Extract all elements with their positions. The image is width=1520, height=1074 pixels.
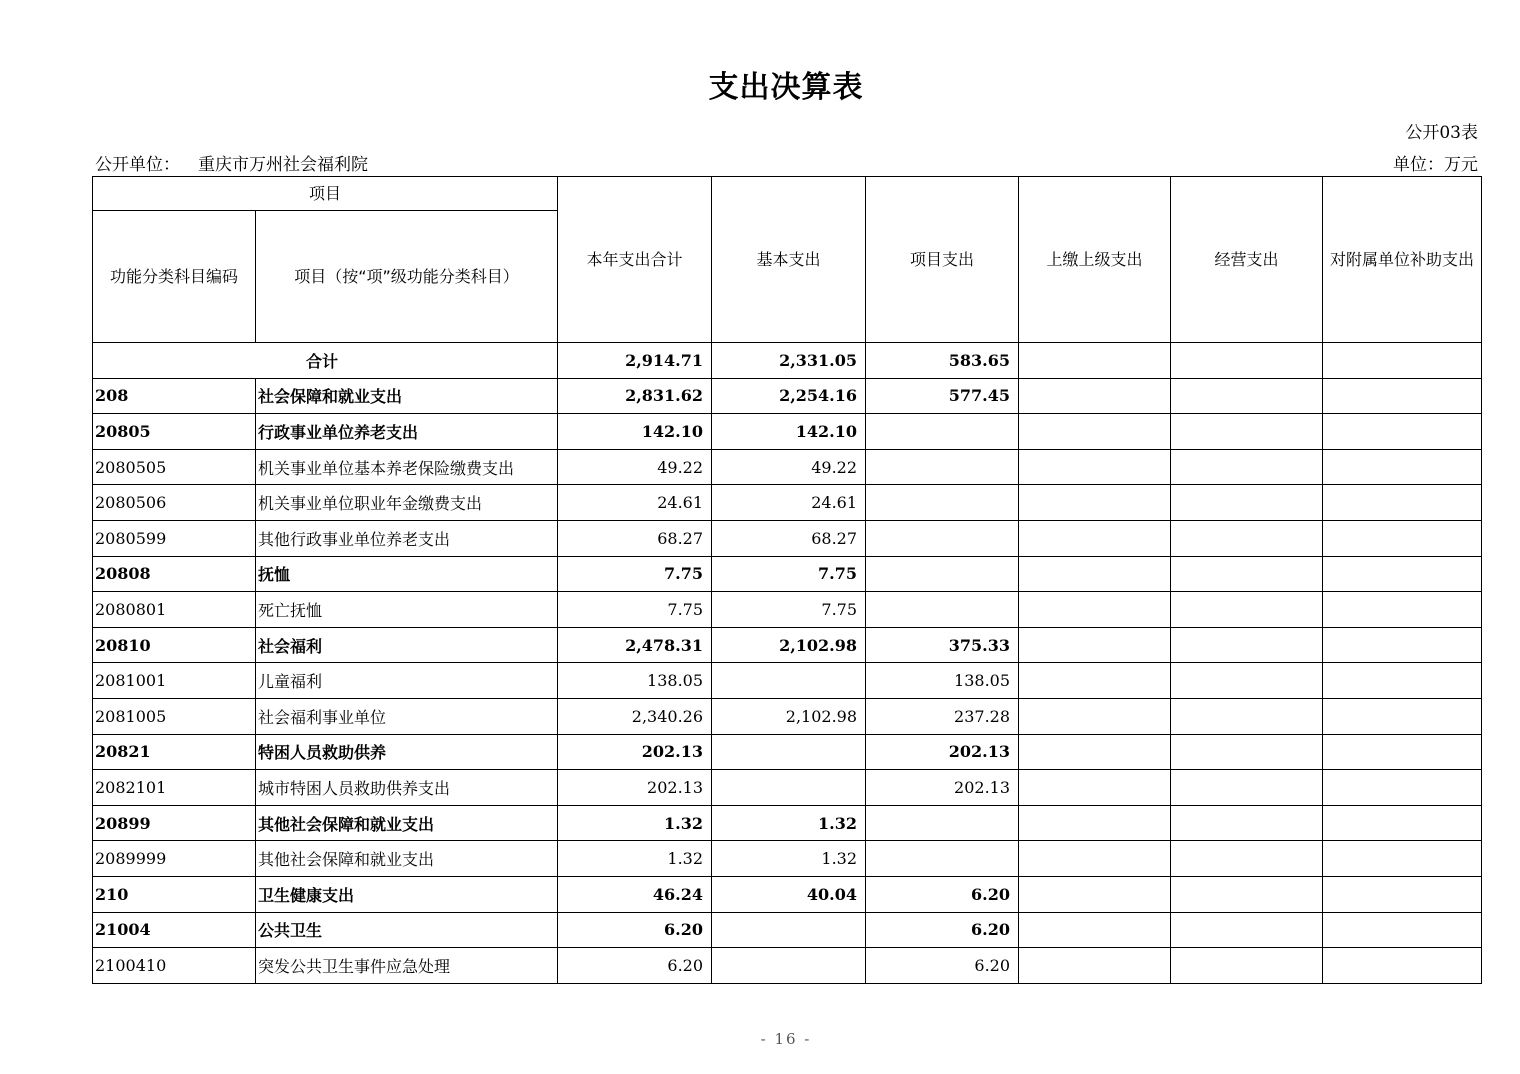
- cell-total: 46.24: [558, 876, 712, 912]
- cell-name: 其他社会保障和就业支出: [256, 841, 558, 877]
- reporting-unit: [95, 150, 368, 175]
- cell-subsidy: [1323, 592, 1482, 628]
- cell-basic: 49.22: [712, 449, 866, 485]
- cell-subsidy: [1323, 663, 1482, 699]
- cell-code: 2081005: [93, 698, 256, 734]
- cell-code: 2080505: [93, 449, 256, 485]
- cell-basic: 7.75: [712, 556, 866, 592]
- header-item: 项目: [93, 177, 558, 211]
- total-label: 合计: [93, 343, 558, 379]
- header-code: 功能分类科目编码: [93, 211, 256, 343]
- cell-total: 202.13: [558, 734, 712, 770]
- form-number: 公开03表: [1405, 123, 1478, 143]
- header-name: 项目（按“项”级功能分类科目）: [256, 211, 558, 343]
- cell-business: [1171, 485, 1323, 521]
- cell-subsidy: [1323, 841, 1482, 877]
- cell-business: [1171, 734, 1323, 770]
- cell-name: 机关事业单位职业年金缴费支出: [256, 485, 558, 521]
- cell-basic: [712, 663, 866, 699]
- cell-basic: [712, 770, 866, 806]
- cell-subsidy: [1323, 734, 1482, 770]
- total-cell-total: 2,914.71: [558, 343, 712, 379]
- cell-business: [1171, 556, 1323, 592]
- cell-business: [1171, 841, 1323, 877]
- table-row: [93, 912, 1482, 948]
- cell-basic: 40.04: [712, 876, 866, 912]
- cell-basic: 2,102.98: [712, 627, 866, 663]
- cell-business: [1171, 912, 1323, 948]
- cell-name: 儿童福利: [256, 663, 558, 699]
- table-row: [93, 592, 1482, 628]
- table-row: [93, 805, 1482, 841]
- cell-project: 6.20: [866, 912, 1019, 948]
- table-row: [93, 520, 1482, 556]
- cell-subsidy: [1323, 520, 1482, 556]
- cell-upper: [1019, 414, 1171, 450]
- cell-code: 20899: [93, 805, 256, 841]
- cell-business: [1171, 449, 1323, 485]
- cell-upper: [1019, 449, 1171, 485]
- table-row: [93, 770, 1482, 806]
- cell-total: 2,478.31: [558, 627, 712, 663]
- header-business: 经营支出: [1171, 177, 1323, 343]
- cell-name: 死亡抚恤: [256, 592, 558, 628]
- header-subsidy: 对附属单位补助支出: [1323, 177, 1482, 343]
- cell-name: 抚恤: [256, 556, 558, 592]
- table-row: [93, 948, 1482, 984]
- cell-subsidy: [1323, 627, 1482, 663]
- cell-code: 210: [93, 876, 256, 912]
- cell-subsidy: [1323, 485, 1482, 521]
- cell-code: 2081001: [93, 663, 256, 699]
- cell-total: 68.27: [558, 520, 712, 556]
- cell-name: 行政事业单位养老支出: [256, 414, 558, 450]
- cell-name: 其他行政事业单位养老支出: [256, 520, 558, 556]
- cell-name: 社会福利事业单位: [256, 698, 558, 734]
- cell-upper: [1019, 876, 1171, 912]
- cell-name: 社会福利: [256, 627, 558, 663]
- cell-upper: [1019, 698, 1171, 734]
- table-row: [93, 841, 1482, 877]
- cell-business: [1171, 592, 1323, 628]
- cell-total: 202.13: [558, 770, 712, 806]
- cell-project: 138.05: [866, 663, 1019, 699]
- table-row: [93, 378, 1482, 414]
- cell-subsidy: [1323, 912, 1482, 948]
- cell-upper: [1019, 663, 1171, 699]
- cell-basic: [712, 948, 866, 984]
- cell-code: 20808: [93, 556, 256, 592]
- cell-project: [866, 414, 1019, 450]
- cell-project: 202.13: [866, 770, 1019, 806]
- cell-name: 机关事业单位基本养老保险缴费支出: [256, 449, 558, 485]
- cell-upper: [1019, 485, 1171, 521]
- cell-subsidy: [1323, 378, 1482, 414]
- cell-total: 6.20: [558, 948, 712, 984]
- table-row: [93, 627, 1482, 663]
- cell-code: 2080599: [93, 520, 256, 556]
- cell-upper: [1019, 378, 1171, 414]
- cell-name: 特困人员救助供养: [256, 734, 558, 770]
- total-row: [93, 343, 1482, 379]
- cell-subsidy: [1323, 948, 1482, 984]
- cell-code: 21004: [93, 912, 256, 948]
- cell-total: 2,340.26: [558, 698, 712, 734]
- total-cell-project: 583.65: [866, 343, 1019, 379]
- cell-subsidy: [1323, 805, 1482, 841]
- cell-name: 城市特困人员救助供养支出: [256, 770, 558, 806]
- cell-upper: [1019, 841, 1171, 877]
- cell-total: 6.20: [558, 912, 712, 948]
- cell-total: 138.05: [558, 663, 712, 699]
- total-cell-subsidy: [1323, 343, 1482, 379]
- table-row: [93, 663, 1482, 699]
- cell-business: [1171, 805, 1323, 841]
- header-upper: 上缴上级支出: [1019, 177, 1171, 343]
- cell-basic: 1.32: [712, 805, 866, 841]
- cell-name: 其他社会保障和就业支出: [256, 805, 558, 841]
- cell-upper: [1019, 734, 1171, 770]
- cell-subsidy: [1323, 556, 1482, 592]
- cell-project: 375.33: [866, 627, 1019, 663]
- table-row: [93, 698, 1482, 734]
- cell-project: [866, 449, 1019, 485]
- cell-basic: 2,102.98: [712, 698, 866, 734]
- table-row: [93, 449, 1482, 485]
- total-cell-upper: [1019, 343, 1171, 379]
- cell-project: 202.13: [866, 734, 1019, 770]
- cell-subsidy: [1323, 770, 1482, 806]
- cell-business: [1171, 520, 1323, 556]
- table-row: [93, 485, 1482, 521]
- cell-upper: [1019, 556, 1171, 592]
- page-number: - 16 -: [760, 1030, 812, 1048]
- cell-subsidy: [1323, 698, 1482, 734]
- cell-code: 20821: [93, 734, 256, 770]
- cell-basic: 24.61: [712, 485, 866, 521]
- cell-name: 社会保障和就业支出: [256, 378, 558, 414]
- cell-business: [1171, 698, 1323, 734]
- cell-total: 7.75: [558, 592, 712, 628]
- cell-name: 突发公共卫生事件应急处理: [256, 948, 558, 984]
- cell-basic: 68.27: [712, 520, 866, 556]
- cell-upper: [1019, 805, 1171, 841]
- cell-total: 142.10: [558, 414, 712, 450]
- cell-code: 2100410: [93, 948, 256, 984]
- total-cell-business: [1171, 343, 1323, 379]
- cell-basic: 142.10: [712, 414, 866, 450]
- cell-business: [1171, 948, 1323, 984]
- cell-upper: [1019, 592, 1171, 628]
- reporting-unit-label: 公开单位：: [95, 155, 180, 175]
- cell-total: 1.32: [558, 841, 712, 877]
- cell-project: [866, 485, 1019, 521]
- cell-code: 2089999: [93, 841, 256, 877]
- cell-code: 208: [93, 378, 256, 414]
- cell-business: [1171, 876, 1323, 912]
- cell-subsidy: [1323, 876, 1482, 912]
- cell-total: 2,831.62: [558, 378, 712, 414]
- cell-project: 577.45: [866, 378, 1019, 414]
- cell-code: 20805: [93, 414, 256, 450]
- cell-upper: [1019, 912, 1171, 948]
- cell-upper: [1019, 627, 1171, 663]
- header-project: 项目支出: [866, 177, 1019, 343]
- cell-basic: 1.32: [712, 841, 866, 877]
- table-row: [93, 414, 1482, 450]
- cell-business: [1171, 414, 1323, 450]
- cell-business: [1171, 663, 1323, 699]
- cell-total: 1.32: [558, 805, 712, 841]
- reporting-unit-name: 重庆市万州社会福利院: [198, 155, 368, 175]
- table-body: [93, 343, 1482, 984]
- table-row: [93, 876, 1482, 912]
- cell-basic: 2,254.16: [712, 378, 866, 414]
- cell-subsidy: [1323, 414, 1482, 450]
- cell-upper: [1019, 770, 1171, 806]
- cell-code: 2082101: [93, 770, 256, 806]
- cell-total: 49.22: [558, 449, 712, 485]
- cell-business: [1171, 770, 1323, 806]
- cell-code: 2080506: [93, 485, 256, 521]
- cell-name: 卫生健康支出: [256, 876, 558, 912]
- cell-project: 6.20: [866, 948, 1019, 984]
- table-row: [93, 734, 1482, 770]
- page-title: 支出决算表: [708, 70, 864, 105]
- cell-basic: [712, 734, 866, 770]
- total-cell-basic: 2,331.05: [712, 343, 866, 379]
- cell-project: 237.28: [866, 698, 1019, 734]
- cell-business: [1171, 627, 1323, 663]
- cell-name: 公共卫生: [256, 912, 558, 948]
- cell-basic: [712, 912, 866, 948]
- expenditure-table: [92, 176, 1482, 984]
- header-basic: 基本支出: [712, 177, 866, 343]
- cell-upper: [1019, 948, 1171, 984]
- cell-total: 24.61: [558, 485, 712, 521]
- cell-project: [866, 592, 1019, 628]
- cell-upper: [1019, 520, 1171, 556]
- cell-code: 2080801: [93, 592, 256, 628]
- cell-project: [866, 805, 1019, 841]
- table-row: [93, 556, 1482, 592]
- cell-basic: 7.75: [712, 592, 866, 628]
- cell-project: [866, 556, 1019, 592]
- cell-code: 20810: [93, 627, 256, 663]
- cell-project: 6.20: [866, 876, 1019, 912]
- cell-total: 7.75: [558, 556, 712, 592]
- cell-business: [1171, 378, 1323, 414]
- cell-project: [866, 520, 1019, 556]
- currency-unit: 单位：万元: [1393, 155, 1478, 175]
- cell-subsidy: [1323, 449, 1482, 485]
- header-total: 本年支出合计: [558, 177, 712, 343]
- cell-project: [866, 841, 1019, 877]
